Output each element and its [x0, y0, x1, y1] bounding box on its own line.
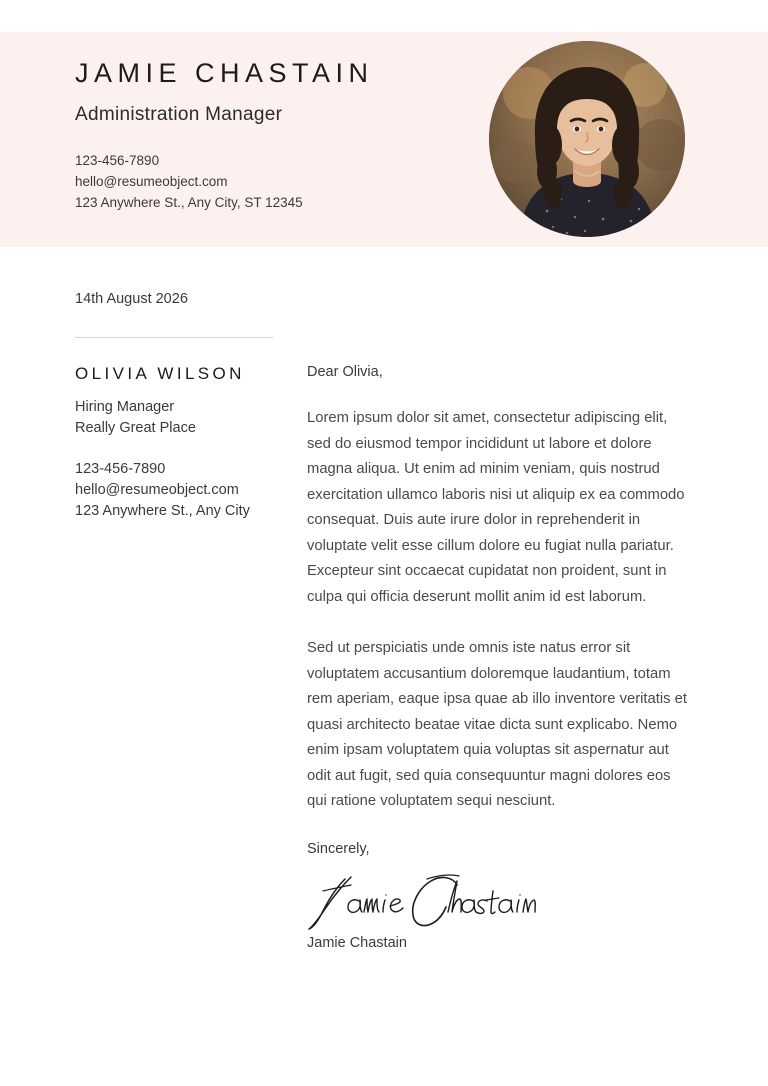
recipient-role-block: [75, 397, 285, 439]
portrait-photo-icon: [489, 41, 685, 237]
recipient-role: Hiring Manager: [75, 399, 175, 415]
recipient-name: OLIVIA WILSON: [75, 364, 245, 383]
signature-printed-name: Jamie Chastain: [307, 934, 407, 951]
letter-body: [307, 364, 692, 951]
closing: Sincerely,: [307, 840, 370, 857]
recipient-phone: 123-456-7890: [75, 461, 166, 477]
header-text-block: [75, 32, 475, 247]
body-paragraph: Lorem ipsum dolor sit amet, consectetur adipiscing elit, sed do eiusmod tempor incididunt ut labore et dolore magna aliqua. Ut enim ad minim veniam, quis nostrud exercitation ullamco laboris nisi ut aliquip ex ea commodo consequat. Duis aute irure dolor in reprehenderit in voluptate velit esse cillum dolore eu fugiat nulla pariatur. Excepteur sint occaecat cupidatat non proident, sunt in culpa qui officia deserunt mollit anim id est laborum.: [307, 410, 685, 605]
recipient-company: Really Great Place: [75, 420, 196, 436]
recipient-address: 123 Anywhere St., Any City: [75, 503, 250, 519]
divider: [75, 337, 273, 338]
sender-phone: 123-456-7890: [75, 153, 160, 168]
sender-address: 123 Anywhere St., Any City, ST 12345: [75, 195, 303, 210]
signature-image: [307, 871, 537, 933]
recipient-contact-block: [75, 459, 285, 522]
salutation: Dear Olivia,: [307, 364, 383, 380]
recipient-block: [75, 364, 285, 522]
sender-contact-block: [75, 150, 303, 213]
body-paragraph: Sed ut perspiciatis unde omnis iste natus error sit voluptatem accusantium doloremque laudantium, totam rem aperiam, eaque ipsa quae ab illo inventore veritatis et quasi architecto beatae vitae dicta sunt explicabo. Nemo enim ipsam voluptatem quia voluptas sit aspernatur aut odit aut fugit, sed quia consequuntur magni dolores eos qui ratione voluptatem sequi nesciunt.: [307, 640, 688, 809]
handwritten-signature-icon: [307, 871, 537, 933]
letter-date: 14th August 2026: [75, 291, 188, 307]
sender-email: hello@resumeobject.com: [75, 174, 228, 189]
page-title: JAMIE CHASTAIN: [75, 58, 374, 88]
recipient-email: hello@resumeobject.com: [75, 482, 239, 498]
avatar: [489, 41, 685, 237]
job-title: Administration Manager: [75, 104, 283, 125]
